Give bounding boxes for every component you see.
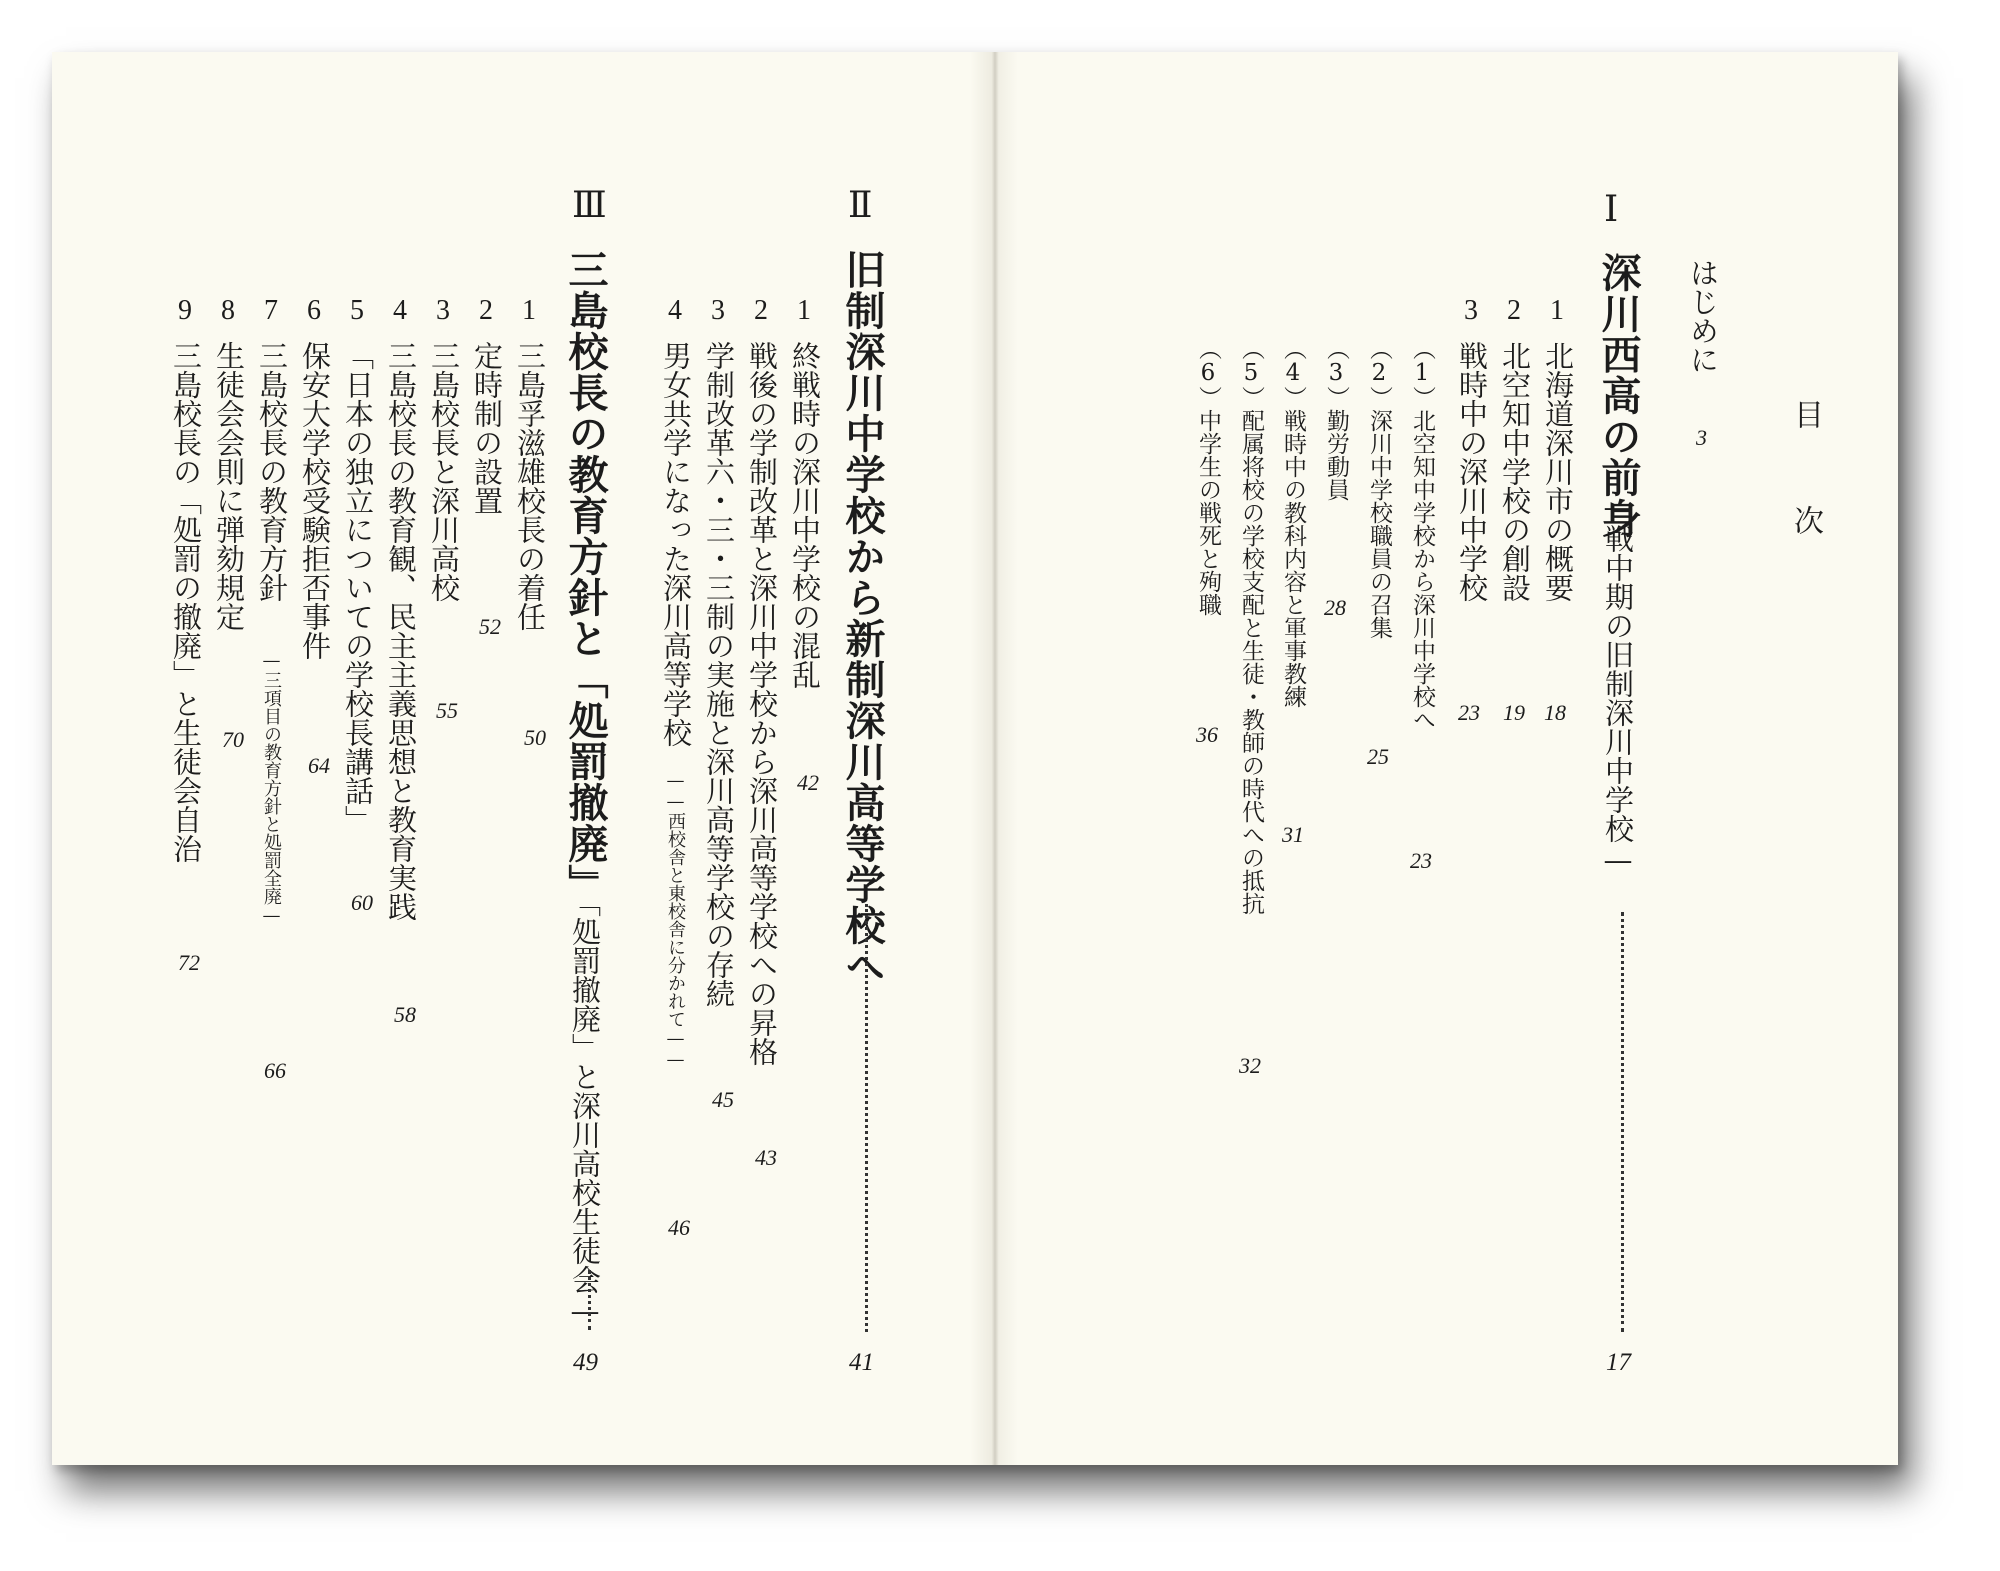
chapter-2-leader bbox=[865, 904, 868, 1332]
ch1-sub-6-page: 36 bbox=[1196, 722, 1218, 747]
ch1-sub-3-label: （3）勤労動員 bbox=[1323, 337, 1349, 501]
ch2-sec-2-num: 2 bbox=[754, 295, 768, 326]
hajimeni-label: はじめに bbox=[1686, 258, 1720, 374]
ch2-sec-1-label: 終戦時の深川中学校の混乱 bbox=[788, 341, 822, 689]
ch1-sec-2-num: 2 bbox=[1507, 295, 1521, 326]
chapter-3-page: 49 bbox=[573, 1349, 598, 1376]
chapter-1-subtitle: —戦中期の旧制深川中学校— bbox=[1601, 490, 1635, 877]
ch3-sec-9-page: 72 bbox=[178, 950, 200, 975]
ch1-sub-1-page: 23 bbox=[1410, 848, 1432, 873]
ch3-sec-7-label: 三島校長の教育方針 bbox=[255, 341, 289, 602]
ch1-sub-2-label: （2）深川中学校職員の召集 bbox=[1366, 337, 1392, 639]
ch1-sub-3-page: 28 bbox=[1324, 595, 1346, 620]
ch1-sec-3-num: 3 bbox=[1464, 295, 1478, 326]
chapter-1-leader bbox=[1621, 912, 1624, 1332]
ch2-sec-1-page: 42 bbox=[797, 770, 819, 795]
ch3-sec-4-num: 4 bbox=[393, 295, 407, 326]
ch3-sec-9-num: 9 bbox=[178, 295, 192, 326]
chapter-1-page: 17 bbox=[1606, 1349, 1631, 1376]
ch3-sec-6-label: 保安大学校受験拒否事件 bbox=[298, 341, 332, 660]
ch3-sec-9-label: 三島校長の「処罰の撤廃」と生徒会自治 bbox=[169, 341, 203, 863]
ch2-sec-3-label: 学制改革六・三・三制の実施と深川高等学校の存続 bbox=[702, 341, 736, 1008]
ch2-sec-2-page: 43 bbox=[755, 1145, 777, 1170]
chapter-1-number: Ⅰ bbox=[1604, 189, 1619, 230]
chapter-2-title: 旧制深川中学校から新制深川高等学校へ bbox=[839, 249, 886, 987]
ch3-sec-6-num: 6 bbox=[307, 295, 321, 326]
ch3-sec-3-num: 3 bbox=[436, 295, 450, 326]
chapter-1-title: 深川西高の前身 bbox=[1595, 252, 1642, 539]
ch3-sec-5-num: 5 bbox=[350, 295, 364, 326]
ch3-sec-1-label: 三島孚滋雄校長の着任 bbox=[513, 341, 547, 631]
ch1-sub-5-page: 32 bbox=[1239, 1053, 1261, 1078]
chapter-3-subtitle: —「処罰撤廃」と深川高校生徒会— bbox=[568, 854, 602, 1328]
book-spread bbox=[52, 52, 1898, 1465]
chapter-3-title: 三島校長の教育方針と「処罰撤廃」 bbox=[562, 249, 609, 905]
ch1-sec-2-label: 北空知中学校の創設 bbox=[1498, 341, 1532, 602]
ch2-sec-3-page: 45 bbox=[712, 1087, 734, 1112]
ch2-sec-3-num: 3 bbox=[711, 295, 725, 326]
ch3-sec-7-page: 66 bbox=[264, 1058, 286, 1083]
ch3-sec-1-page: 50 bbox=[524, 725, 546, 750]
chapter-2-number: Ⅱ bbox=[848, 185, 873, 226]
ch3-sec-2-num: 2 bbox=[479, 295, 493, 326]
ch2-sec-2-label: 戦後の学制改革と深川中学校から深川高等学校への昇格 bbox=[745, 341, 779, 1066]
ch2-sec-4-page: 46 bbox=[668, 1215, 690, 1240]
chapter-2-page: 41 bbox=[849, 1349, 874, 1376]
ch1-sec-1-num: 1 bbox=[1550, 295, 1564, 326]
ch3-sec-2-label: 定時制の設置 bbox=[470, 341, 504, 515]
ch3-sec-2-page: 52 bbox=[479, 614, 501, 639]
ch1-sec-3-label: 戦時中の深川中学校 bbox=[1455, 341, 1489, 602]
ch1-sec-3-page: 23 bbox=[1458, 700, 1480, 725]
ch3-sec-8-label: 生徒会会則に弾劾規定 bbox=[212, 341, 246, 631]
toc-title-2: 次 bbox=[1788, 505, 1823, 537]
ch2-sec-4-label: 男女共学になった深川高等学校 bbox=[659, 341, 693, 747]
ch1-sec-1-label: 北海道深川市の概要 bbox=[1541, 341, 1575, 602]
hajimeni-page: 3 bbox=[1696, 425, 1707, 450]
ch2-sec-4-note: ——西校舎と東校舎に分かれて—— bbox=[665, 770, 686, 1070]
ch3-sec-8-num: 8 bbox=[221, 295, 235, 326]
ch3-sec-3-label: 三島校長と深川高校 bbox=[427, 341, 461, 602]
ch3-sec-3-page: 55 bbox=[436, 698, 458, 723]
ch1-sec-1-page: 18 bbox=[1544, 700, 1566, 725]
chapter-3-leader bbox=[588, 1270, 591, 1330]
ch3-sec-1-num: 1 bbox=[522, 295, 536, 326]
ch3-sec-7-num: 7 bbox=[264, 295, 278, 326]
ch3-sec-8-page: 70 bbox=[222, 727, 244, 752]
ch1-sub-5-label: （5）配属将校の学校支配と生徒・教師の時代への抵抗 bbox=[1238, 337, 1264, 915]
chapter-3-number: Ⅲ bbox=[572, 185, 607, 226]
ch1-sub-6-label: （6）中学生の戦死と殉職 bbox=[1195, 337, 1221, 616]
book-spine bbox=[970, 52, 1018, 1465]
ch1-sub-4-label: （4）戦時中の教科内容と軍事教練 bbox=[1280, 337, 1306, 708]
ch3-sec-5-label: 「日本の独立についての学校長講話」 bbox=[341, 341, 375, 834]
ch1-sub-1-label: （1）北空知中学校から深川中学校へ bbox=[1409, 337, 1435, 731]
ch3-sec-6-page: 64 bbox=[308, 753, 330, 778]
ch3-sec-7-note: —三項目の教育方針と処罰全廃— bbox=[261, 650, 282, 926]
ch2-sec-4-num: 4 bbox=[668, 295, 682, 326]
ch1-sub-2-page: 25 bbox=[1367, 744, 1389, 769]
toc-title-1: 目 bbox=[1788, 399, 1823, 431]
ch1-sub-4-page: 31 bbox=[1282, 822, 1304, 847]
ch3-sec-5-page: 60 bbox=[351, 890, 373, 915]
ch3-sec-4-label: 三島校長の教育観、民主主義思想と教育実践 bbox=[384, 341, 418, 921]
ch1-sec-2-page: 19 bbox=[1503, 700, 1525, 725]
ch2-sec-1-num: 1 bbox=[797, 295, 811, 326]
ch3-sec-4-page: 58 bbox=[394, 1002, 416, 1027]
